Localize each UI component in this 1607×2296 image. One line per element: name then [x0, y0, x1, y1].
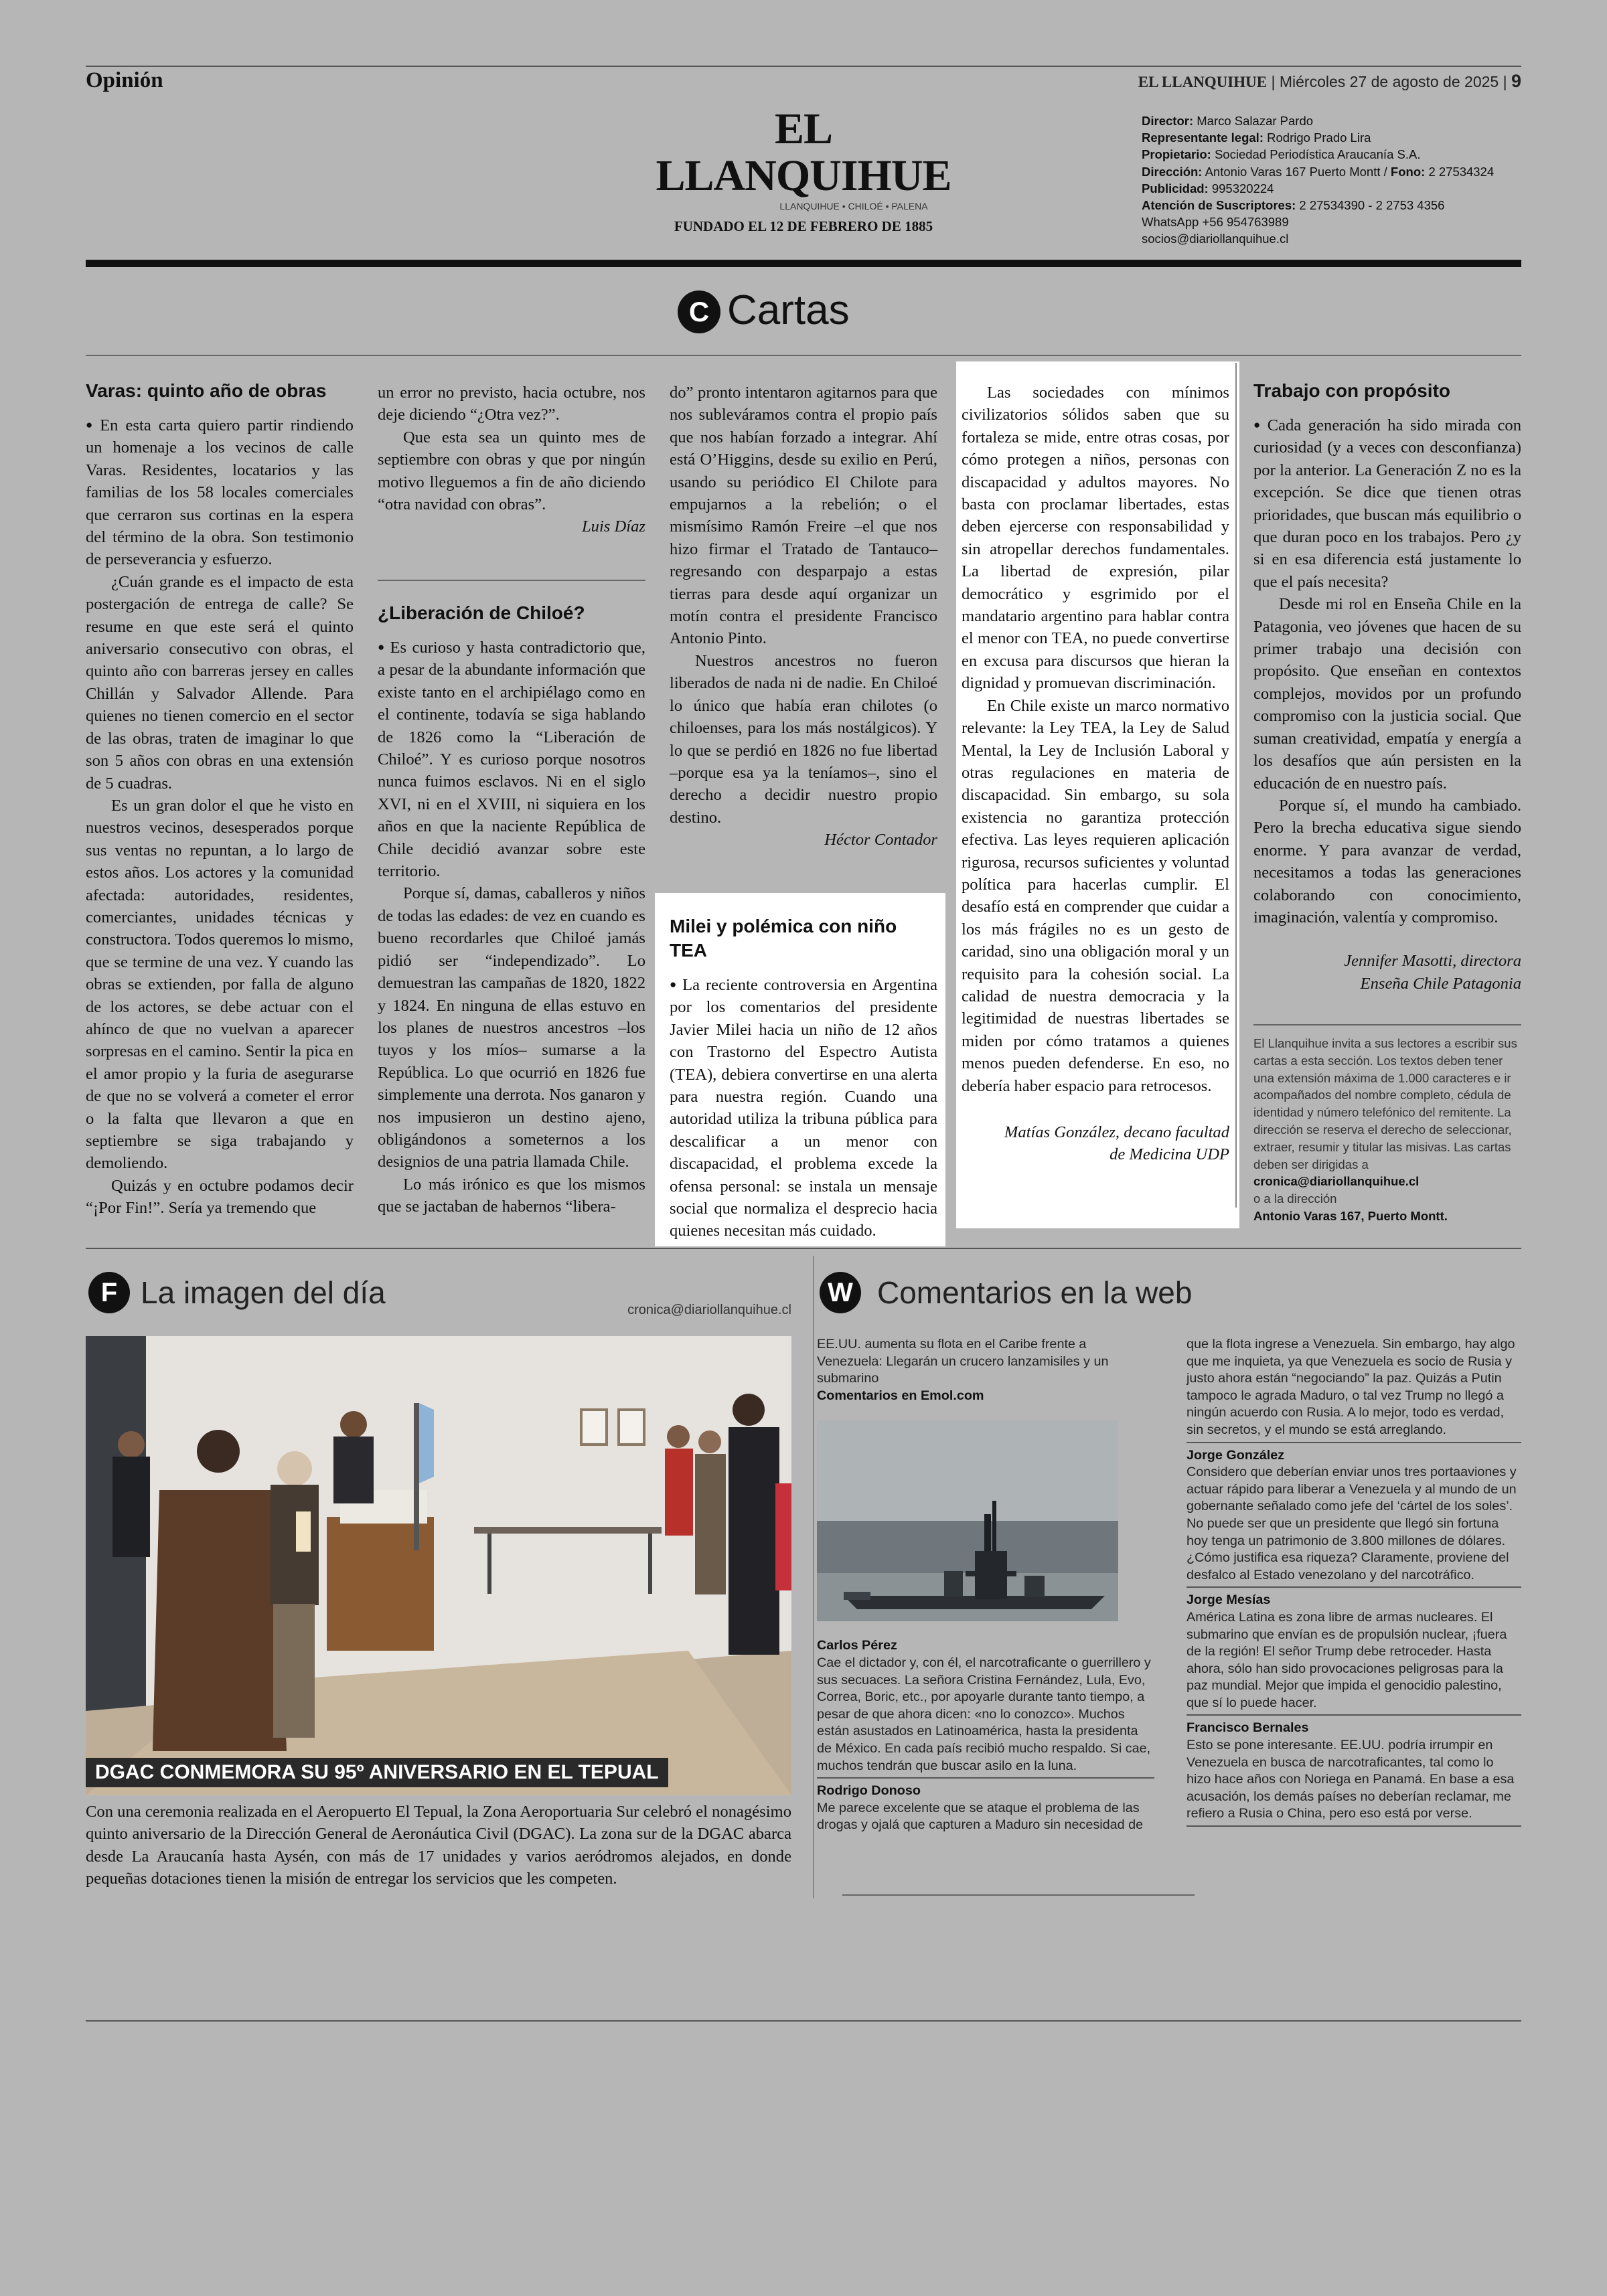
letter-varas-continued: [378, 382, 645, 538]
web-comment: [817, 1783, 1154, 1834]
section-title: Opinión: [86, 68, 163, 92]
email-line[interactable]: socios@diariollanquihue.cl: [1142, 232, 1289, 246]
founded-line: FUNDADO EL 12 DE FEBRERO DE 1885: [674, 218, 933, 234]
letter-paragraph: Es un gran dolor el que he visto en nuestros vecinos, desesperados porque sus ventas no repuntan, a lo largo de estos años. Los actores y la comunidad afectada: autoridades, residentes, comerciantes, unidades técnicas y constructora. Todos queremos lo mismo, que se termine de una vez. Y cuando las obras se extienden, por falla de alguno de los actores, se debe actuar con el ahínco de que no vuelvan a aparecer sorpresas en el camino. Sentir la pica en el amor propio y la furia de asegurarse de que no se volverá a cometer el error o la falta que llevaron a que en septiembre se siga trabajando y demoliendo.: [86, 796, 354, 1173]
ceremony-photo: [86, 1336, 791, 1795]
letter-trabajo: [1253, 379, 1521, 995]
web-comment: [1187, 1447, 1521, 1588]
web-comment-text: Considero que deberían enviar unos tres portaaviones y actuar rápido para liberar a Venezuela y al mundo de un gobernante señalado como jefe del ‘cártel de los soles’. No puede ser que un presidente que llegó sin fortuna hoy tenga un patrimonio de 3.800 millones de dólares. ¿Cómo justifica esa riqueza? Claramente, proviene del desfalco al Estado venezolano y del narcotráfico.: [1187, 1465, 1517, 1582]
web-comment-author: Rodrigo Donoso: [817, 1783, 921, 1799]
staff-line: Director: Marco Salazar Pardo: [1142, 114, 1314, 128]
letter-paragraph: Quizás y en octubre podamos decir “¡Por Fin!”. Sería ya tremendo que: [86, 1176, 354, 1218]
web-column-right: [1187, 1336, 1521, 1831]
submarine-photo: [817, 1420, 1118, 1621]
cartas-rule: [86, 355, 1521, 356]
photo-headline: DGAC CONMEMORA SU 95º ANIVERSARIO EN EL TEPUAL: [86, 1758, 668, 1787]
web-comment-text: Me parece excelente que se ataque el problema de las drogas y ojalá que capturen a Maduro sin necesidad de: [817, 1800, 1144, 1833]
web-comment-text: Esto se pone interesante. EE.UU. podría irrumpir en Venezuela en busca de narcotraficantes, tal como lo hizo hace años con Noriega en Panamá. En base a esa acusación, los demás países no deberían reclamar, me refiero a Rusia o China, pero eso está por verse.: [1187, 1738, 1515, 1821]
staff-line: Dirección: Antonio Varas 167 Puerto Montt / Fono: 2 27534324: [1142, 164, 1495, 179]
ceremony-photo-illustration: [86, 1336, 791, 1795]
letter-signature: Héctor Contador: [824, 831, 937, 849]
letter-paragraph: En Chile existe un marco normativo relevante: la Ley TEA, la Ley de Salud Mental, la Ley de Inclusión Laboral y otras regulaciones en materia de discapacidad. Sin embargo, su sola existencia no garantiza protección efectiva. Las leyes requieren aplicación rigurosa, recursos suficientes y voluntad política para hacerlas cumplir. El desafío está en comprender que cuidar a los más frágiles no es un gesto de caridad, sino una obligación moral y un requisito para la cohesión social. La calidad de nuestra democracia y la legitimidad de nuestras libertades se miden por cómo tratamos a quienes menos pueden defenderse. En eso, no debería haber espacio para retrocesos.: [962, 696, 1229, 1095]
web-source[interactable]: Comentarios en Emol.com: [817, 1388, 984, 1403]
letter-paragraph: ● Cada generación ha sido mirada con curiosidad (y a veces con desconfianza) por la anterior. La Generación Z no es la excepción. Se dice que tienen otras prioridades, que buscan más equilibrio o que duran poco en los trabajos. Pero ¿y si en esa diferencia está justamente lo que el país necesita?: [1253, 414, 1521, 593]
staff-box: [1142, 112, 1530, 248]
web-comment: [1187, 1720, 1521, 1827]
masthead-logo: EL LLANQUIHUE: [656, 104, 951, 200]
letter-milei: [670, 914, 937, 1242]
submarine-illustration: [817, 1420, 1118, 1621]
web-intro: EE.UU. aumenta su flota en el Caribe frente a Venezuela: Llegarán un crucero lanzamisiles y un submarino: [817, 1337, 1109, 1386]
note-mid: o a la dirección: [1253, 1192, 1337, 1206]
web-comment-author: Carlos Pérez: [817, 1638, 897, 1653]
letter-paragraph: ● La reciente controversia en Argentina por los comentarios del presidente Javier Milei hacia un niño de 12 años con Trastorno del Espectro Autista (TEA), debiera convertirse en una alerta para nuestra región. Cuando una autoridad utiliza la tribuna pública para descalificar a un menor con discapacidad, el problema excede la ofensa personal: se instala un mensaje social que normaliza el desprecio hacia quienes necesitan más cuidado.: [670, 973, 937, 1242]
letter-paragraph: ● En esta carta quiero partir rindiendo un homenaje a los vecinos de calle Varas. Residentes, locatarios y las familias de los 58 locales comerciales que cerraron sus cortinas en la espera del término de la obra. Son testimonio de perseverancia y esfuerzo.: [86, 414, 354, 571]
letter-paragraph: Las sociedades con mínimos civilizatorios sólidos saben que su fortaleza se mide, entre otras cosas, por cómo protegen a niños, personas con discapacidad y adultos mayores. No basta con proclamar libertades, estas deben ejercerse con responsabilidad y sin atropellar derechos fundamentales. La libertad de expresión, pilar democrático y esgrimido por el mandatario argentino para hablar contra el menor con TEA, no puede convertirse en excusa para discursos que hieran la dignidad y promuevan discriminación.: [962, 384, 1229, 693]
letter-paragraph: ¿Cuán grande es el impacto de esta postergación de entrega de calle? Se resume en que este será el quinto aniversario consecutivo con obras, el quinto año con barreras jersey en calles Chillán y Salvador Allende. Para quienes no tienen comercio en el sector de las obras, traten de imaginar lo que son 5 años con obras en una extensión de 5 cuadras.: [86, 572, 354, 793]
letter-paragraph: Nuestros ancestros no fueron liberados de nada ni de nadie. En Chiloé lo único que había eran chilotes (o chiloenses, para los más nostálgicos). Y lo que se perdió en 1826 no fue libertad –porque esa ya la teníamos–, sino el derecho a decidir nuestro propio destino.: [670, 651, 937, 827]
letter-varas: [86, 379, 354, 1220]
imagen-email[interactable]: cronica@diariollanquihue.cl: [627, 1303, 791, 1317]
submission-note: [1253, 1035, 1521, 1225]
web-left-end-rule: [842, 1894, 1195, 1896]
staff-line: Atención de Suscriptores: 2 27534390 - 2 2753 4356: [1142, 198, 1445, 213]
page-number: 9: [1511, 71, 1521, 91]
folio-date: Miércoles 27 de agosto de 2025: [1279, 73, 1499, 90]
cartas-icon: C: [678, 291, 720, 333]
letter-heading: ¿Liberación de Chiloé?: [378, 602, 585, 623]
masthead-subtitle: LLANQUIHUE • CHILOÉ • PALENA: [779, 201, 928, 212]
letter-signature: Matías González, decano facultad de Medicina UDP: [1004, 1123, 1229, 1164]
letter-divider: [378, 580, 645, 581]
note-address: Antonio Varas 167, Puerto Montt.: [1253, 1208, 1448, 1223]
letter-signature: Jennifer Masotti, directora Enseña Chile Patagonia: [1344, 952, 1521, 993]
web-title: Comentarios en la web: [877, 1275, 1193, 1310]
note-email[interactable]: cronica@diariollanquihue.cl: [1253, 1174, 1420, 1189]
letter-paragraph: Que esta sea un quinto mes de septiembre con obras y que por ningún motivo lleguemos a fin de año diciendo “otra navidad con obras”.: [378, 428, 645, 514]
letter-paragraph: Porque sí, el mundo ha cambiado. Pero la brecha educativa sigue siendo enorme. Y para avanzar de verdad, necesitamos a todas las generaciones colaborando con conocimiento, imaginación, valentía y compromiso.: [1253, 796, 1521, 926]
web-comment-author: Jorge González: [1187, 1447, 1285, 1463]
column-rule: [1235, 363, 1237, 1208]
letter-chiloe-continued: [670, 382, 937, 851]
bottom-section-rule: [86, 1248, 1521, 1249]
imagen-title: La imagen del día: [141, 1275, 386, 1310]
letter-paragraph: Desde mi rol en Enseña Chile en la Patagonia, veo jóvenes que hacen de su primer trabajo una decisión con propósito. Que enseñan en contextos complejos, movidos por un profundo compromiso con la justicia social. Que suman creatividad, empatía y energía a los desafíos que aún persisten en la educación de en nuestro país.: [1253, 595, 1521, 793]
note-divider: [1253, 1024, 1521, 1026]
letter-heading: Milei y polémica con niño TEA: [670, 916, 897, 961]
top-rule: [86, 66, 1521, 67]
letter-chiloe: [378, 601, 645, 1218]
masthead: [643, 106, 964, 235]
photo-caption: Con una ceremonia realizada en el Aeropuerto El Tepual, la Zona Aeroportuaria Sur celebró el nonagésimo quinto aniversario de la Dirección General de Aeronáutica Civil (DGAC). La zona sur de la DGAC abarca desde La Araucanía hasta Aysén, con más de 17 unidades y varios aeródromos alejados, en donde pequeñas dotaciones tienen la misión de entregar los servicios que les competen.: [86, 1803, 791, 1888]
staff-line: Propietario: Sociedad Periodística Araucanía S.A.: [1142, 147, 1421, 162]
imagen-icon: F: [88, 1272, 130, 1313]
web-comment-author: Jorge Mesías: [1187, 1592, 1271, 1608]
note-text: El Llanquihue invita a sus lectores a escribir sus cartas a esta sección. Los textos deben tener una extensión máxima de 1.000 caracteres e ir acompañados del nombre completo, cédula de identidad y número telefónico del remitente. La dirección se reserva el derecho de seleccionar, extraer, resumir y titular las misivas. Las cartas deben ser dirigidas a: [1253, 1036, 1517, 1171]
letter-signature: Luis Díaz: [582, 517, 645, 536]
letter-paragraph: ● Es curioso y hasta contradictorio que, a pesar de la abundante información que existe tanto en el archipiélago como en el continente, todavía se siga hablando de 1826 como la “Liberación de Chiloé”. Y es curioso porque nosotros nunca fuimos esclavos. Ni en el siglo XVI, ni en el XVIII, ni siquiera en los años en que la naciente República de Chile decidió avanzar sobre este territorio.: [378, 636, 645, 882]
folio: EL LLANQUIHUE | Miércoles 27 de agosto de 2025 | 9: [1138, 71, 1521, 91]
staff-line: Representante legal: Rodrigo Prado Lira: [1142, 131, 1371, 145]
web-comment-text: Cae el dictador y, con él, el narcotraficante o guerrillero y sus secuaces. La señora Cristina Fernández, Lula, Evo, Correa, Boric, etc., por apoyarle durante tanto tiempo, a pesar de que ahora dicen: «no lo conozco». Muchos están asustados en Latinoamérica, hasta la presidenta de México. En cada país recibió mucho respaldo. Si cae, muchos tendrán que buscar asilo en la luna.: [817, 1655, 1151, 1773]
footer-rule: [86, 2020, 1521, 2022]
letter-paragraph: do” pronto intentaron agitarnos para que nos subleváramos contra el propio país que nos habían forzado a integrar. Ahí está O’Higgins, desde su exilio en Perú, usando su periódico El Chilote para empujarnos a la rebelión; o el mismísimo Ramón Freire –el que nos hizo firmar el Tratado de Tantauco– regresando con desparpajo a estas tierras para desde aquí organizar un motín contra el presidente Francisco Antonio Pinto.: [670, 384, 937, 648]
staff-line: Publicidad: 995320224: [1142, 181, 1274, 195]
letter-paragraph: un error no previsto, hacia octubre, nos deje diciendo “¿Otra vez?”.: [378, 384, 645, 424]
letter-milei-continued: [962, 382, 1229, 1166]
whatsapp-line: WhatsApp +56 954763989: [1142, 215, 1289, 230]
web-comment-text: América Latina es zona libre de armas nucleares. El submarino que envían es de propulsión nuclear, ¡fuera de la región! El señor Trump debe retroceder. Hasta ahora, sólo han sido provocaciones peligrosas para la paz mundial. Mejor que impida el genocidio palestino, que sí lo puede hacer.: [1187, 1609, 1507, 1710]
letter-heading: Trabajo con propósito: [1253, 380, 1451, 401]
web-comment: [1187, 1592, 1521, 1716]
letter-paragraph: Lo más irónico es que los mismos que se jactaban de habernos “libera-: [378, 1175, 645, 1216]
web-comment-author: Francisco Bernales: [1187, 1720, 1309, 1736]
header-thick-rule: [86, 260, 1521, 267]
web-icon: W: [820, 1272, 861, 1313]
web-comment-continued: que la flota ingrese a Venezuela. Sin embargo, hay algo que me inquieta, ya que Venezuela es socio de Rusia y justo ahora están “negociando” la paz. Quizás a Putin tampoco le agrada Maduro, o tal vez Trump no llegó a ningún acuerdo con Rusia. A lo mejor, todo es verdad, sin secretos, y el mundo se está arreglando.: [1187, 1336, 1521, 1443]
cartas-title: Cartas: [727, 287, 850, 333]
bottom-column-rule: [813, 1256, 814, 1898]
letter-heading: Varas: quinto año de obras: [86, 380, 327, 401]
letter-paragraph: Porque sí, damas, caballeros y niños de todas las edades: de vez en cuando es bueno recordarles que Chiloé jamás pidió ser “independizado”. Lo demuestran las campañas de 1820, 1822 y 1824. En ninguna de ellas estuvo en los planes de nuestros ancestros –los tuyos y los míos– sumarse a la República. Lo que ocurrió en 1826 fue simplemente una derrota. Nos ganaron y nos impusieron un destino ajeno, obligándonos a someternos a los designios de una patria llamada Chile.: [378, 884, 645, 1171]
web-column-left: [817, 1336, 1154, 1834]
web-comment: [817, 1637, 1154, 1779]
folio-paper: EL LLANQUIHUE: [1138, 74, 1268, 90]
